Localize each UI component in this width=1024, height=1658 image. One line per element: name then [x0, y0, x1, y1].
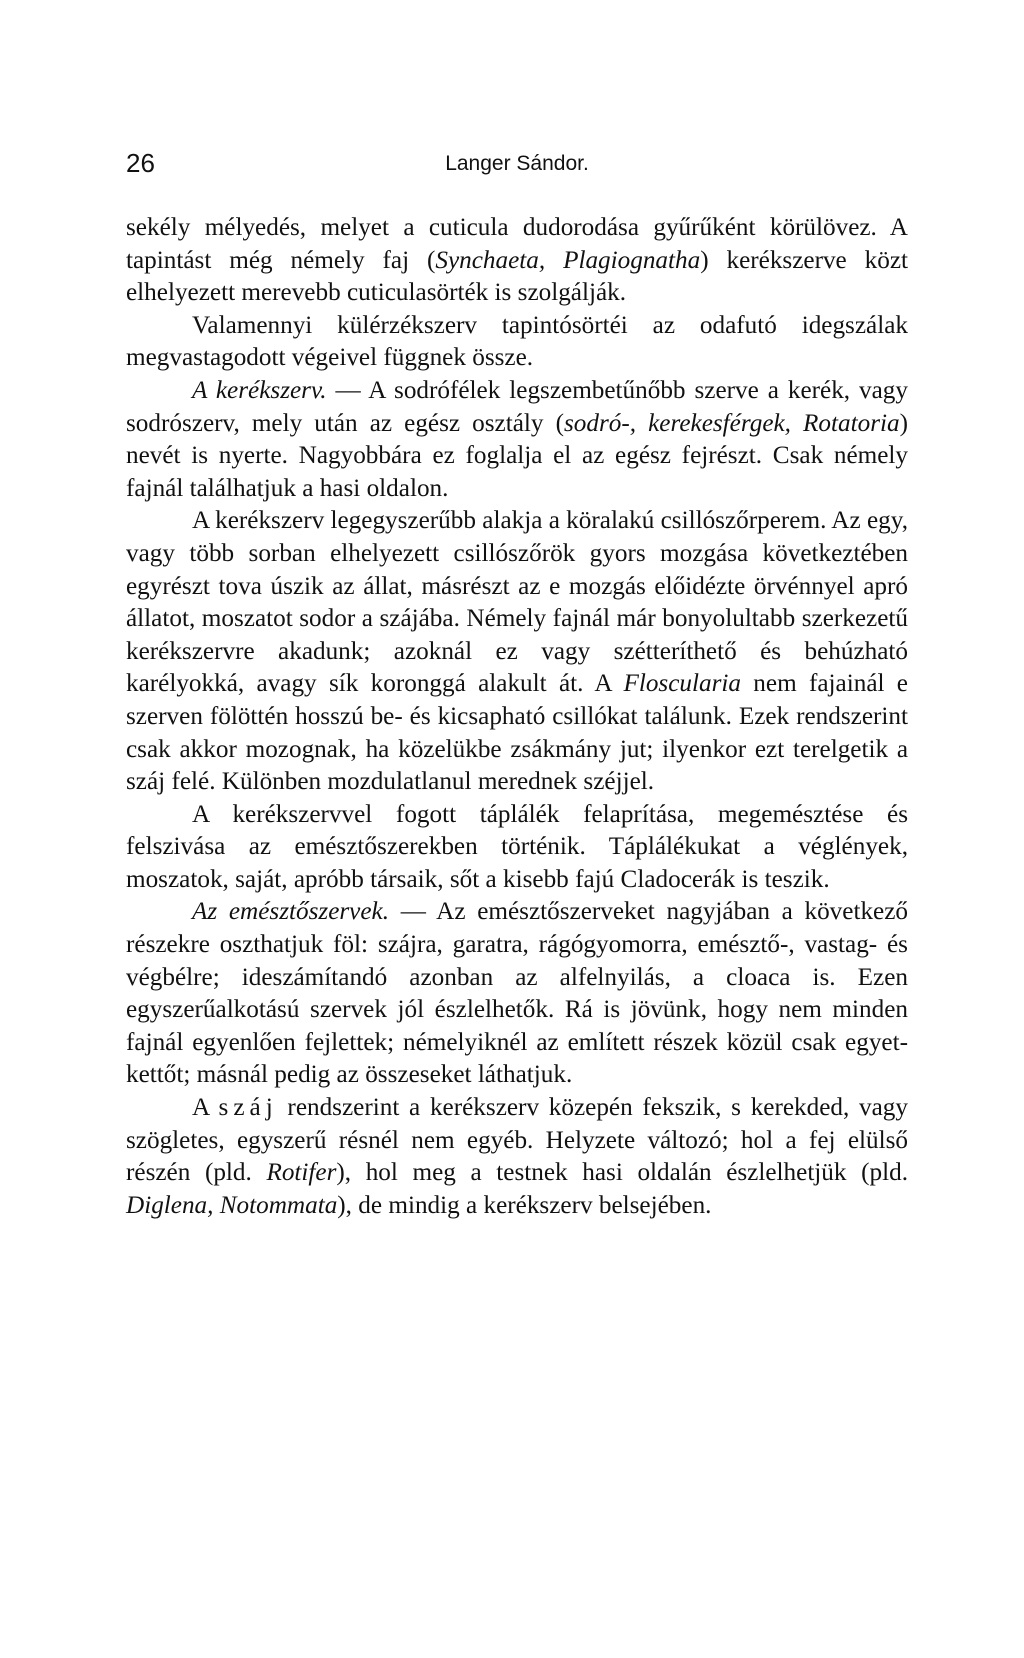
body-text — [126, 212, 908, 1222]
italic-text: Diglena, Notommata — [126, 1191, 338, 1219]
running-head: Langer Sándor. — [445, 152, 589, 175]
paragraph — [126, 375, 908, 505]
text-run: A kerékszerv legegyszerűbb alakja a köralakú csillószőrperem. Az egy, vagy több sorban elhelyezett csillószőrök gyors mozgása következtében egyrészt tova úszik az állat, másrészt az e mozgás előidézte örvénnyel apró állatot, moszatot sodor a szájába. Némely fajnál már bonyolultabb szerkezetű kerékszervre akadunk; azoknál ez vagy szétteríthető és behúzható karélyokká, avagy sík koronggá alakult át. A — [126, 507, 908, 698]
text-run: nem fajainál e szerven fölöttén hosszú be- és kicsapható csillókat találunk. Ezek rendszerint csak akkor mozognak, ha közelükbe zsákmány jut; ilyenkor ezt terelgetik a száj felé. Különben mozdulatlanul merednek széjjel. — [126, 670, 908, 796]
text-run: ) kerékszerve közt elhelyezett merevebb cuticulasörték is szolgálják. — [126, 246, 908, 307]
text-run: Valamennyi külérzékszerv tapintósörtéi az odafutó idegszálak megvastagodott végeivel függnek össze. — [126, 311, 908, 372]
page-number: 26 — [126, 148, 155, 178]
paragraph — [126, 799, 908, 897]
text-run: ) nevét is nyerte. Nagyobbára ez foglalja el az egész fejrészt. Csak némely fajnál találhatjuk a hasi oldalon. — [126, 409, 908, 502]
text-run: — Az emésztőszerveket nagyjában a következő részekre oszthatjuk föl: szájra, garatra, rágógyomorra, emésztő-, vastag- és végbélre; ideszámítandó azonban az alfelnyilás, a cloaca is. Ezen egyszerűalkotású szervek jól észlelhetők. Rá is jövünk, hogy nem minden fajnál egyenlően fejlettek; némelyiknél az említett részek közül csak egyet-kettőt; másnál pedig az összeseket láthatjuk. — [126, 898, 908, 1089]
italic-text: Az emésztőszervek. — [192, 898, 390, 926]
text-run: — A sodrófélek legszembetűnőbb szerve a kerék, vagy sodrószerv, mely után az egész osztály ( — [126, 376, 908, 437]
paragraph — [126, 896, 908, 1092]
italic-text: sodró-, kerekesférgek, Rotatoria — [563, 409, 900, 437]
italic-text: Synchaeta, Plagiognatha — [435, 246, 701, 274]
paragraph — [126, 505, 908, 798]
text-run: A — [192, 1094, 219, 1122]
text-run: ), de mindig a kerékszerv belsejében. — [337, 1191, 712, 1219]
paragraph — [126, 212, 908, 310]
text-run: sekély mélyedés, melyet a cuticula dudorodása gyűrűként körülövez. A tapintást még némely faj ( — [126, 214, 908, 274]
spaced-text: száj — [218, 1094, 278, 1122]
paragraph — [126, 310, 908, 375]
italic-text: Floscularia — [623, 670, 741, 698]
text-run: rendszerint a kerékszerv közepén fekszik, s kerekded, vagy szögletes, egyszerű résnél nem egyéb. Helyzete változó; hol a fej elülső részén (pld. — [126, 1094, 908, 1187]
page-header — [126, 148, 908, 188]
italic-text: A kerékszerv. — [192, 376, 327, 404]
text-run: A kerékszervvel fogott táplálék felaprítása, megemésztése és felszivása az emésztőszerekben történik. Táplálékukat a véglények, moszatok, saját, apróbb társaik, sőt a kisebb fajú Cladocerák is teszik. — [126, 800, 908, 893]
paragraph — [126, 1092, 908, 1222]
text-run: ), hol meg a testnek hasi oldalán észlelhetjük (pld. — [336, 1159, 908, 1187]
italic-text: Rotifer — [266, 1159, 337, 1187]
